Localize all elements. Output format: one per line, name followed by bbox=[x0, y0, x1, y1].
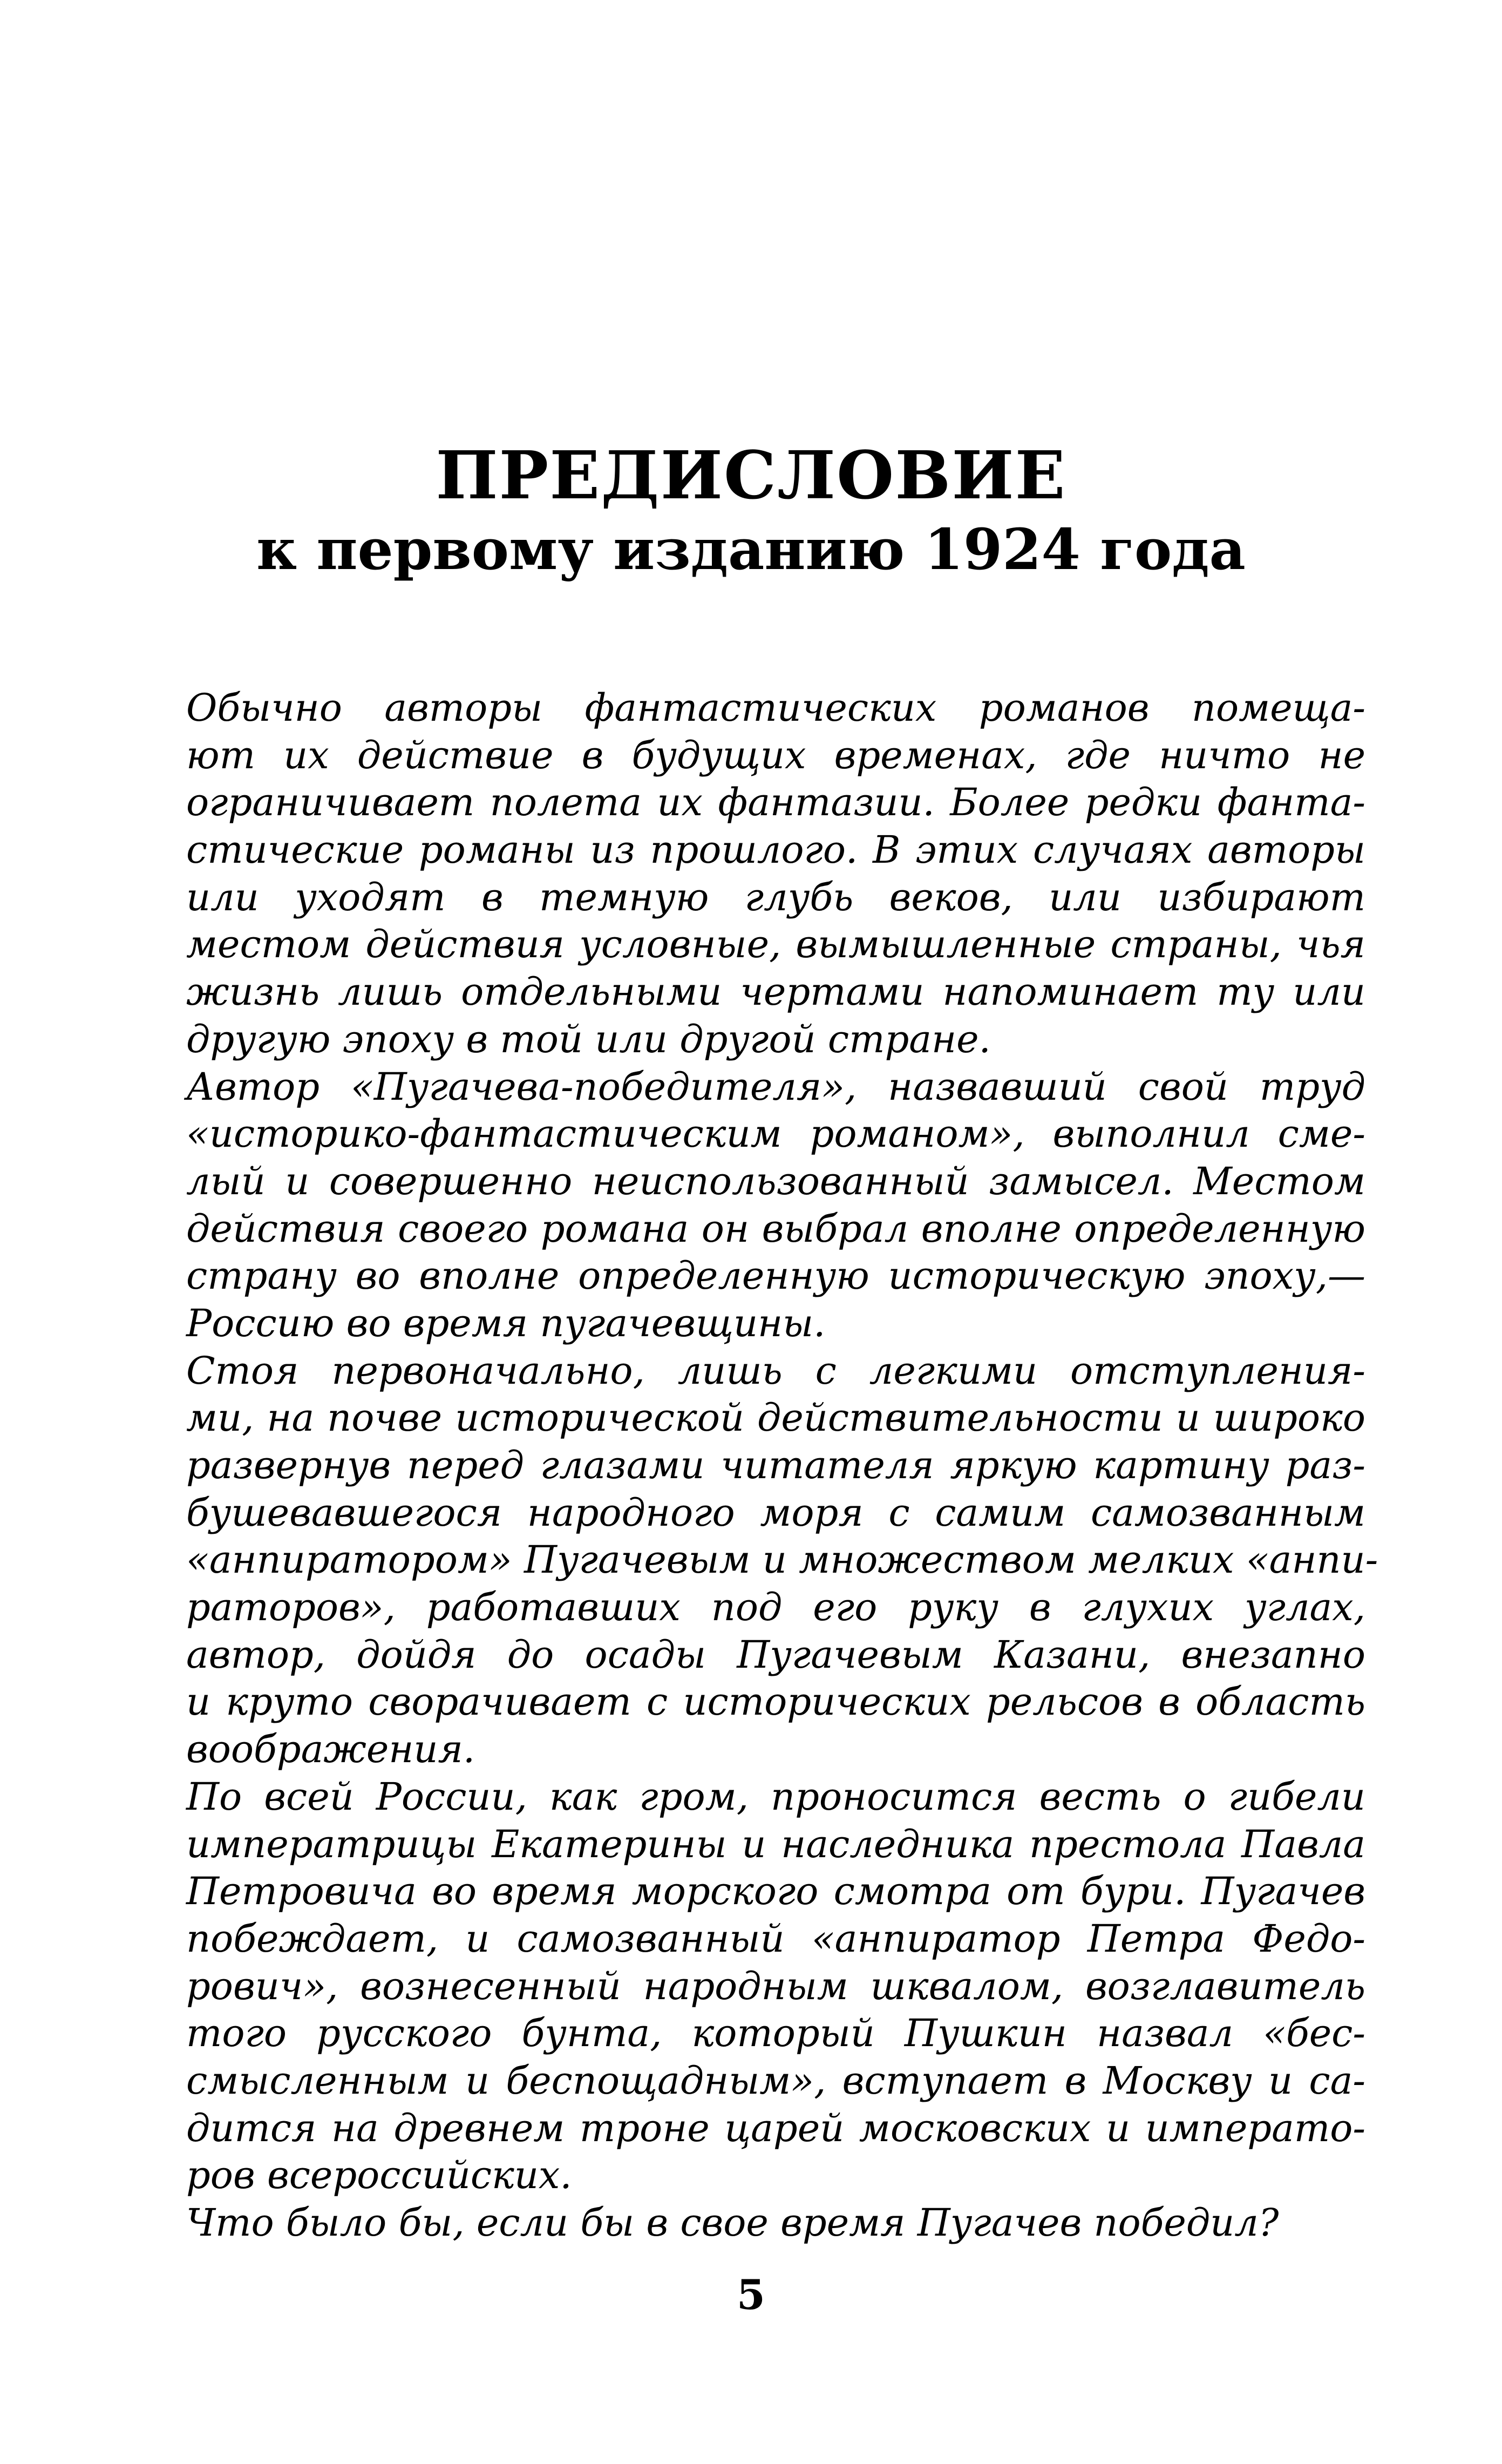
preface-body bbox=[186, 685, 1378, 2247]
text-line: «историко-фантастическим романом», выполнил сме- bbox=[186, 1112, 1365, 1156]
text-line: лый и совершенно неиспользованный замысел. Местом bbox=[186, 1159, 1365, 1203]
page-title: ПРЕДИСЛОВИЕ bbox=[436, 436, 1066, 514]
text-line: рович», вознесенный народным шквалом, возглавитель bbox=[186, 1964, 1365, 2008]
text-line: стические романы из прошлого. В этих случаях авторы bbox=[186, 828, 1365, 872]
text-line: Петровича во время морского смотра от бури. Пугачев bbox=[186, 1869, 1365, 1914]
text-line: Обычно авторы фантастических романов помеща- bbox=[186, 686, 1365, 730]
page-subtitle: к первому изданию 1924 года bbox=[256, 516, 1246, 583]
text-line: другую эпоху в той или другой стране. bbox=[186, 1017, 991, 1061]
text-line: автор, дойдя до осады Пугачевым Казани, внезапно bbox=[186, 1632, 1365, 1677]
text-line: Что было бы, если бы в свое время Пугачев победил? bbox=[186, 2201, 1279, 2245]
text-line: ограничивает полета их фантазии. Более редки фанта- bbox=[186, 780, 1365, 825]
text-line: «анпиратором» Пугачевым и множеством мелких «анпи- bbox=[186, 1538, 1378, 1582]
text-line: или уходят в темную глубь веков, или избирают bbox=[186, 875, 1365, 919]
text-line: Стоя первоначально, лишь с легкими отступления- bbox=[186, 1348, 1365, 1393]
text-line: Автор «Пугачева-победителя», назвавший свой труд bbox=[186, 1064, 1365, 1109]
text-line: ми, на почве исторической действительности и широко bbox=[186, 1396, 1365, 1440]
text-line: побеждает, и самозванный «анпиратор Петра Федо- bbox=[186, 1916, 1365, 1961]
text-line: действия своего романа он выбрал вполне определенную bbox=[186, 1206, 1365, 1251]
text-line: ют их действие в будущих временах, где ничто не bbox=[186, 733, 1365, 777]
text-line: ров всероссийских. bbox=[186, 2153, 572, 2198]
text-line: дится на древнем троне царей московских и императо- bbox=[186, 2106, 1365, 2150]
text-line: По всей России, как гром, проносится весть о гибели bbox=[186, 1774, 1365, 1819]
text-line: жизнь лишь отдельными чертами напоминает ту или bbox=[186, 970, 1365, 1014]
text-line: и круто сворачивает с исторических рельсов в область bbox=[186, 1680, 1365, 1724]
text-line: местом действия условные, вымышленные страны, чья bbox=[186, 922, 1365, 967]
text-line: императрицы Екатерины и наследника престола Павла bbox=[186, 1822, 1365, 1866]
text-line: воображения. bbox=[186, 1727, 475, 1772]
text-line: раторов», работавших под его руку в глухих углах, bbox=[186, 1585, 1365, 1630]
text-line: бушевавшегося народного моря с самим самозванным bbox=[186, 1490, 1365, 1535]
page-number: 5 bbox=[737, 2271, 765, 2319]
text-line: страну во вполне определенную историческую эпоху,— bbox=[186, 1254, 1365, 1298]
text-line: Россию во время пугачевщины. bbox=[186, 1301, 826, 1345]
text-line: того русского бунта, который Пушкин назвал «бес- bbox=[186, 2011, 1365, 2056]
text-line: смысленным и беспощадным», вступает в Москву и са- bbox=[186, 2058, 1365, 2103]
text-line: развернув перед глазами читателя яркую картину раз- bbox=[186, 1443, 1365, 1487]
